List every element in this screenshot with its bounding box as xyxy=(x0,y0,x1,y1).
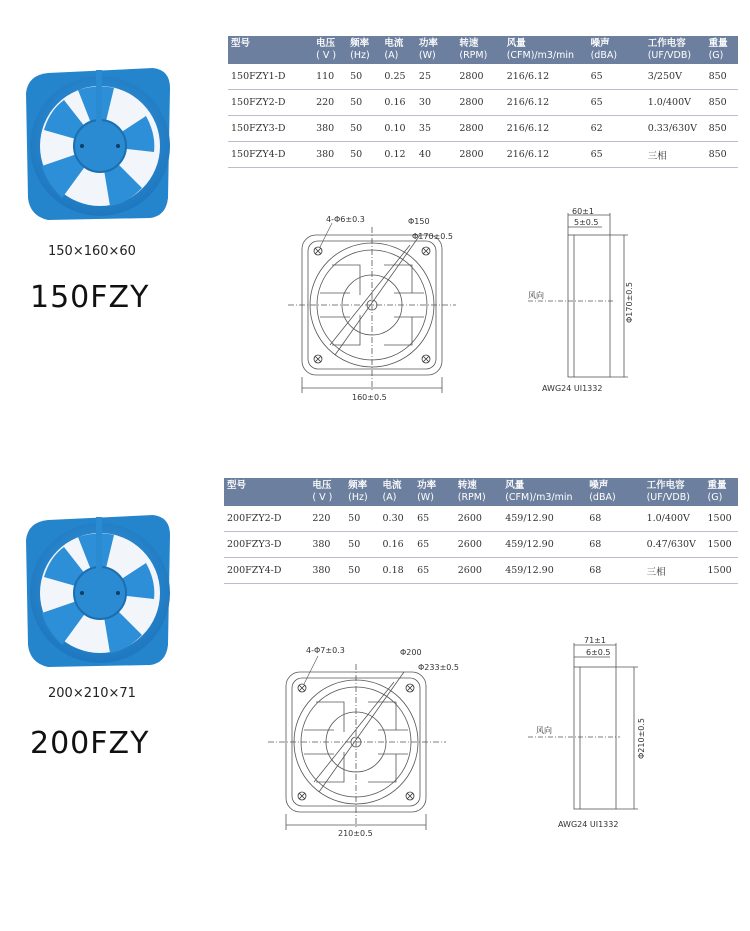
cell: 1500 xyxy=(705,506,738,532)
spec-table xyxy=(228,36,738,168)
cell: 65 xyxy=(414,558,455,584)
size-label: 200×210×71 xyxy=(48,686,136,701)
model-label: 200FZY xyxy=(30,726,150,761)
header-current: 电流 (A) xyxy=(380,478,415,506)
section-200fzy xyxy=(0,470,750,931)
table-row xyxy=(228,90,738,116)
fan-photo-200 xyxy=(18,505,178,675)
cell: 0.16 xyxy=(381,90,416,116)
cell: 40 xyxy=(416,142,456,168)
cell: 50 xyxy=(347,90,381,116)
cell: 216/6.12 xyxy=(504,64,588,90)
header-power: 功率 (W) xyxy=(416,36,456,64)
cell: 850 xyxy=(706,64,738,90)
header-model: 型号 xyxy=(228,36,313,64)
cell: 220 xyxy=(313,90,347,116)
cell: 220 xyxy=(309,506,345,532)
cell: 65 xyxy=(588,90,645,116)
cell: 2600 xyxy=(455,532,502,558)
cell: 2600 xyxy=(455,558,502,584)
holes-label: 4-Φ6±0.3 xyxy=(326,215,365,224)
cell: 216/6.12 xyxy=(504,90,588,116)
cell: 三相 xyxy=(644,558,705,584)
cell: 30 xyxy=(416,90,456,116)
side-view-drawing xyxy=(522,205,642,395)
cell: 0.10 xyxy=(381,116,416,142)
table-row xyxy=(224,532,738,558)
height-label: Φ210±0.5 xyxy=(637,718,646,759)
cell: 68 xyxy=(586,532,643,558)
header-current: 电流 (A) xyxy=(381,36,416,64)
width-label: 160±0.5 xyxy=(352,393,387,402)
header-voltage: 电压 ( V ) xyxy=(313,36,347,64)
cell: 3/250V xyxy=(645,64,706,90)
header-noise: 噪声 (dBA) xyxy=(586,478,643,506)
cell: 50 xyxy=(347,64,381,90)
cell: 459/12.90 xyxy=(502,506,586,532)
depth-label: 60±1 xyxy=(572,207,594,216)
cell: 68 xyxy=(586,558,643,584)
table-row xyxy=(228,64,738,90)
cell-model: 150FZY4-D xyxy=(228,142,313,168)
depth-label: 71±1 xyxy=(584,636,606,645)
side-view-drawing xyxy=(520,633,650,833)
flange-label: 6±0.5 xyxy=(586,648,611,657)
cell: 459/12.90 xyxy=(502,558,586,584)
cell-model: 200FZY3-D xyxy=(224,532,309,558)
flange-label: 5±0.5 xyxy=(574,218,599,227)
cell: 65 xyxy=(414,506,455,532)
width-label: 210±0.5 xyxy=(338,829,373,838)
cell-model: 200FZY2-D xyxy=(224,506,309,532)
cell: 65 xyxy=(588,142,645,168)
table-header xyxy=(228,36,738,64)
header-capacitor: 工作电容 (UF/VDB) xyxy=(645,36,706,64)
header-frequency: 频率 (Hz) xyxy=(347,36,381,64)
cell-model: 150FZY1-D xyxy=(228,64,313,90)
header-model: 型号 xyxy=(224,478,309,506)
blade-dia-label: Φ150 xyxy=(408,217,430,226)
cell: 380 xyxy=(313,116,347,142)
wind-direction-label: 风向 xyxy=(536,726,552,735)
header-power: 功率 (W) xyxy=(414,478,455,506)
height-label: Φ170±0.5 xyxy=(625,282,634,323)
cell: 1.0/400V xyxy=(645,90,706,116)
fan-photo-150 xyxy=(18,58,178,228)
cell: 1500 xyxy=(705,558,738,584)
header-airflow: 风量 (CFM)/m3/min xyxy=(504,36,588,64)
cell-model: 200FZY4-D xyxy=(224,558,309,584)
cell: 0.33/630V xyxy=(645,116,706,142)
cell: 216/6.12 xyxy=(504,142,588,168)
cell: 2800 xyxy=(456,116,503,142)
cell: 216/6.12 xyxy=(504,116,588,142)
cell: 380 xyxy=(313,142,347,168)
cell: 65 xyxy=(588,64,645,90)
cell: 850 xyxy=(706,90,738,116)
model-label: 150FZY xyxy=(30,280,150,315)
cell: 0.47/630V xyxy=(644,532,705,558)
cell: 50 xyxy=(345,506,379,532)
wind-direction-label: 风向 xyxy=(528,291,544,300)
cell-model: 150FZY2-D xyxy=(228,90,313,116)
blade-dia-label: Φ200 xyxy=(400,648,422,657)
cell: 50 xyxy=(347,116,381,142)
cell: 65 xyxy=(414,532,455,558)
front-view-drawing xyxy=(262,642,459,838)
cell: 35 xyxy=(416,116,456,142)
front-view-drawing xyxy=(280,205,460,400)
header-weight: 重量 (G) xyxy=(706,36,738,64)
header-speed: 转速 (RPM) xyxy=(455,478,502,506)
cell: 62 xyxy=(588,116,645,142)
header-speed: 转速 (RPM) xyxy=(456,36,503,64)
wire-label: AWG24 UI1332 xyxy=(558,820,619,829)
cell-model: 150FZY3-D xyxy=(228,116,313,142)
cell: 0.12 xyxy=(381,142,416,168)
cell: 380 xyxy=(309,558,345,584)
cell: 50 xyxy=(345,532,379,558)
size-label: 150×160×60 xyxy=(48,244,136,259)
header-airflow: 风量 (CFM)/m3/min xyxy=(502,478,586,506)
cell: 2800 xyxy=(456,142,503,168)
table-row xyxy=(228,116,738,142)
header-frequency: 频率 (Hz) xyxy=(345,478,379,506)
table-row xyxy=(228,142,738,168)
cell: 380 xyxy=(309,532,345,558)
hole-pitch-label: Φ233±0.5 xyxy=(418,663,459,672)
cell: 459/12.90 xyxy=(502,532,586,558)
cell: 0.16 xyxy=(380,532,415,558)
holes-label: 4-Φ7±0.3 xyxy=(306,646,345,655)
header-voltage: 电压 ( V ) xyxy=(309,478,345,506)
section-150fzy xyxy=(0,0,750,450)
header-noise: 噪声 (dBA) xyxy=(588,36,645,64)
cell: 0.18 xyxy=(380,558,415,584)
wire-label: AWG24 UI1332 xyxy=(542,384,603,393)
table-header xyxy=(224,478,738,506)
cell: 0.25 xyxy=(381,64,416,90)
cell: 110 xyxy=(313,64,347,90)
hole-pitch-label: Φ170±0.5 xyxy=(412,232,453,241)
cell: 0.30 xyxy=(380,506,415,532)
table-row xyxy=(224,558,738,584)
cell: 1.0/400V xyxy=(644,506,705,532)
cell: 1500 xyxy=(705,532,738,558)
spec-table xyxy=(224,478,738,584)
cell: 850 xyxy=(706,116,738,142)
cell: 三相 xyxy=(645,142,706,168)
header-weight: 重量 (G) xyxy=(705,478,738,506)
cell: 850 xyxy=(706,142,738,168)
cell: 2800 xyxy=(456,64,503,90)
cell: 2800 xyxy=(456,90,503,116)
cell: 68 xyxy=(586,506,643,532)
cell: 2600 xyxy=(455,506,502,532)
cell: 50 xyxy=(345,558,379,584)
table-row xyxy=(224,506,738,532)
cell: 50 xyxy=(347,142,381,168)
cell: 25 xyxy=(416,64,456,90)
header-capacitor: 工作电容 (UF/VDB) xyxy=(644,478,705,506)
